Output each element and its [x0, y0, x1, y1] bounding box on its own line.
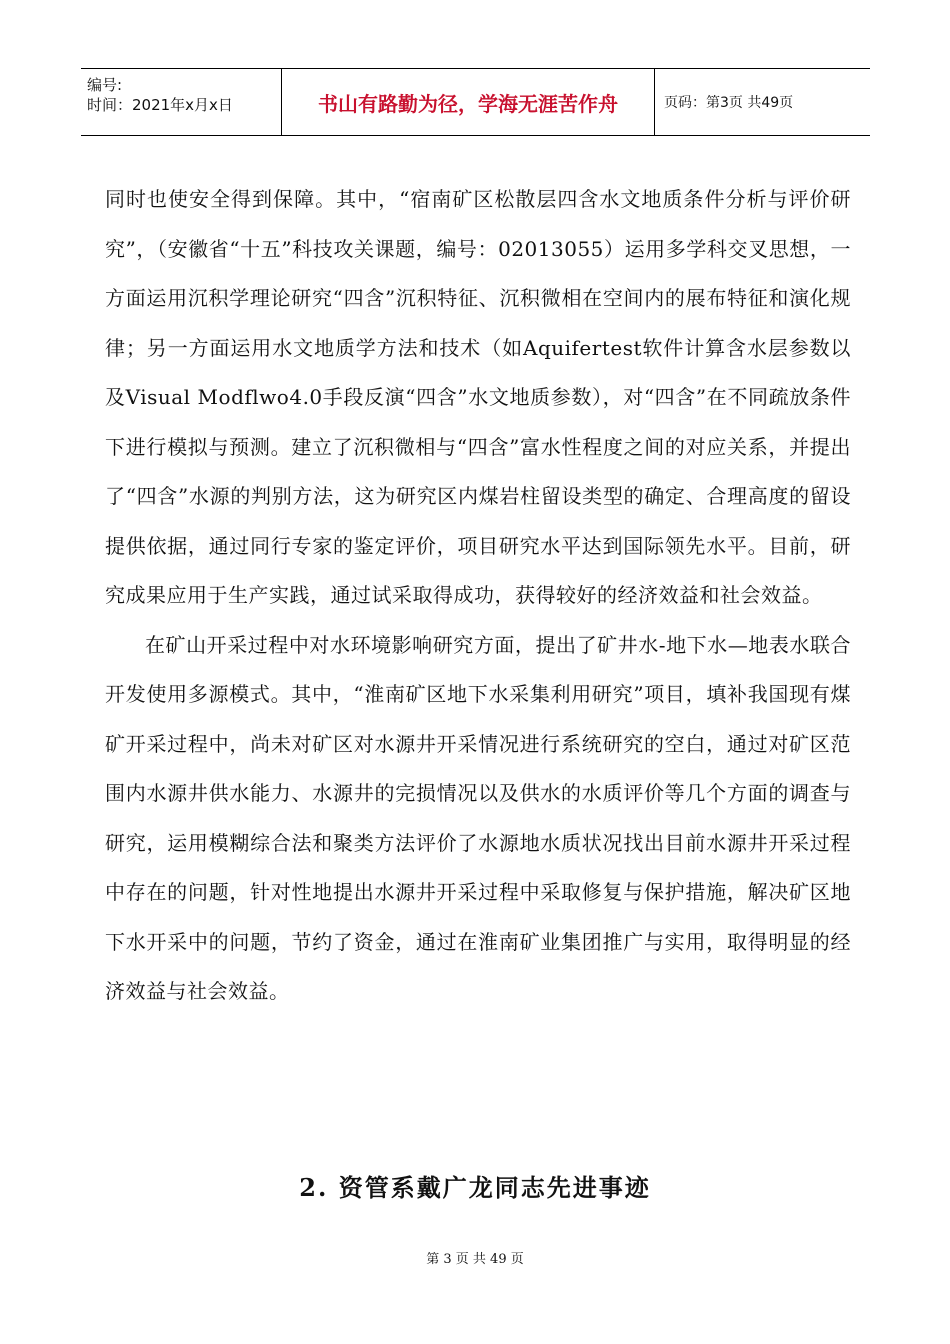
header-meta-cell — [81, 69, 282, 135]
date-label: 时间：2021年x月x日 — [87, 96, 233, 114]
header-motto: 书山有路勤为径，学海无涯苦作舟 — [282, 69, 655, 135]
section-heading: 2. 资管系戴广龙同志先进事迹 — [299, 1173, 651, 1202]
paragraph-1: 同时也使安全得到保障。其中，“宿南矿区松散层四含水文地质条件分析与评价研究”，（安徽省“十五”科技攻关课题，编号：02013055）运用多学科交叉思想，一方面运用沉积学理论研究“四含”沉积特征、沉积微相在空间内的展布特征和演化规律；另一方面运用水文地质学方法和技术（如Aquifertest软件计算含水层参数以及Visual Modflwo4.0手段反演“四含”水文地质参数），对“四含”在不同疏放条件下进行模拟与预测。建立了沉积微相与“四含”富水性程度之间的对应关系，并提出了“四含”水源的判别方法，这为研究区内煤岩柱留设类型的确定、合理高度的留设提供依据，通过同行专家的鉴定评价，项目研究水平达到国际领先水平。目前，研究成果应用于生产实践，通过试采取得成功，获得较好的经济效益和社会效益。 — [105, 187, 851, 607]
paragraph-2: 在矿山开采过程中对水环境影响研究方面，提出了矿井水-地下水—地表水联合开发使用多源模式。其中，“淮南矿区地下水采集利用研究”项目，填补我国现有煤矿开采过程中，尚未对矿区对水源井开采情况进行系统研究的空白，通过对矿区范围内水源井供水能力、水源井的完损情况以及供水的水质评价等几个方面的调查与研究，运用模糊综合法和聚类方法评价了水源地水质状况找出目前水源井开采过程中存在的问题，针对性地提出水源井开采过程中采取修复与保护措施，解决矿区地下水开采中的问题，节约了资金，通过在淮南矿业集团推广与实用，取得明显的经济效益与社会效益。 — [105, 632, 851, 1003]
header-page-info: 页码：第3页 共49页 — [664, 95, 794, 111]
doc-number-label: 编号: — [87, 76, 123, 94]
page-header — [81, 68, 870, 136]
page-footer: 第 3 页 共 49 页 — [426, 1252, 524, 1267]
document-body — [105, 175, 851, 1017]
